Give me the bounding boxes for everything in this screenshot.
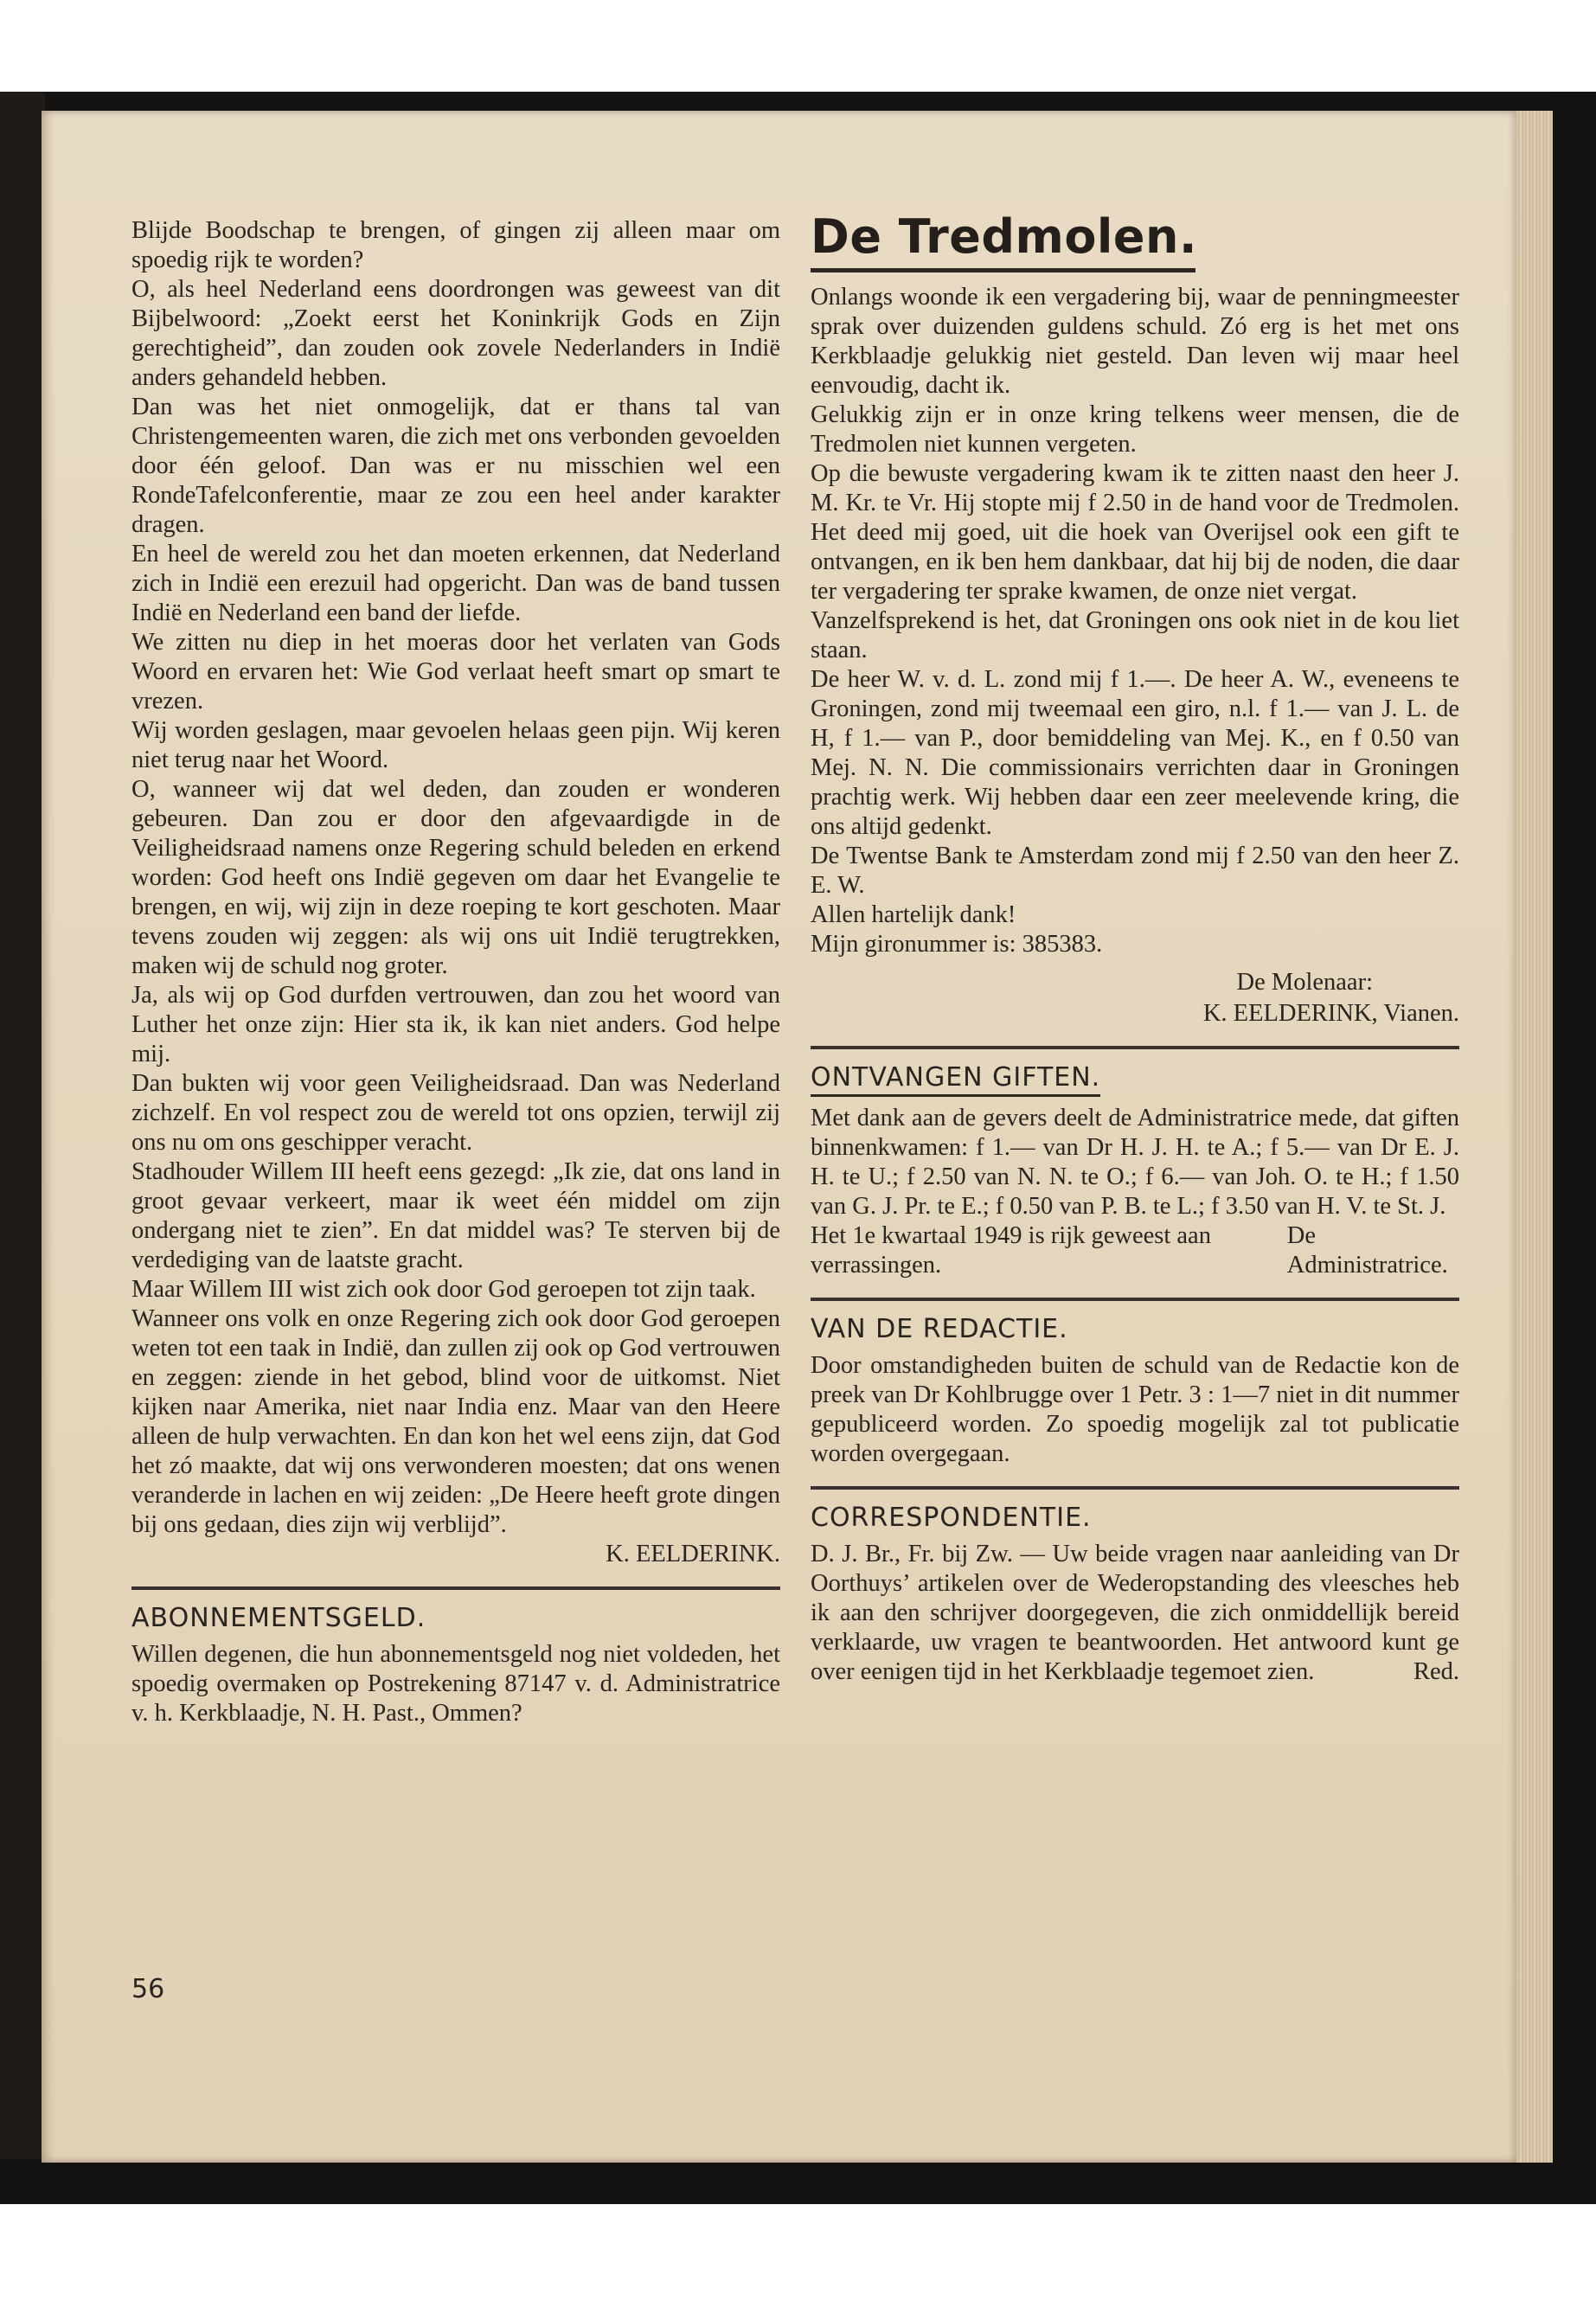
paragraph: O, als heel Nederland eens doordrongen was geweest van dit Bijbelwoord: „Zoekt eerst het Koninkrijk Gods en Zijn gerechtigheid”, dan zouden ook zovele Nederlanders in Indië anders gehandeld hebben. [131,276,780,391]
paragraph: Blijde Boodschap te brengen, of gingen zij alleen maar om spoedig rijk te worden? [131,217,780,273]
paragraph: Op die bewuste vergadering kwam ik te zitten naast den heer J. M. Kr. te Vr. Hij stopte mij f 2.50 in de hand voor de Tredmolen. Het deed mij goed, uit die hoek van Overijsel ook een gift te ontvangen, en ik ben hem dankbaar, dat hij bij de noden, die daar ter vergadering ter sprake kwamen, de onze niet vergat. [811,460,1459,605]
redactie-heading: VAN DE REDACTIE. [811,1314,1068,1344]
paragraph: Onlangs woonde ik een vergadering bij, waar de penningmeester sprak over duizenden guldens schuld. Zó erg is het met ons Kerkblaadje gelukkig niet gesteld. Dan leven wij maar heel eenvoudig, dacht ik. [811,284,1459,399]
tredmolen-title: De Tredmolen. [811,209,1198,264]
section-divider [811,1298,1459,1301]
scan-border-bottom [0,2159,1596,2204]
paragraph: Stadhouder Willem III heeft eens gezegd: „Ik zie, dat ons land in groot gevaar verkeert, maar ik weet één middel om zijn ondergang niet te zien”. En dat middel was? Te sterven bij de verdediging van de laatste gracht. [131,1158,780,1273]
giften-heading-text: ONTVANGEN GIFTEN. [811,1063,1100,1097]
paragraph: Gelukkig zijn er in onze kring telkens weer mensen, die de Tredmolen niet kunnen vergeten. [811,401,1459,458]
redactie-text: Door omstandigheden buiten de schuld van de Redactie kon de preek van Dr Kohlbrugge over 1 Petr. 3 : 1—7 niet in dit nummer gepubliceerd worden. Zo spoedig mogelijk zal tot publicatie worden overgegaan. [811,1352,1459,1467]
article-signature: K. EELDERINK. [606,1541,780,1567]
giften-signature: De Administratrice. [1286,1222,1448,1279]
paragraph: De Twentse Bank te Amsterdam zond mij f 2.50 van den heer Z. E. W. [811,843,1459,899]
abonnement-heading: ABONNEMENTSGELD. [131,1603,426,1633]
scan-border-left [0,92,45,2204]
page-edges [1516,111,1553,2163]
paragraph: Ja, als wij op God durfden vertrouwen, dan zou het woord van Luther het onze zijn: Hier sta ik, ik kan niet anders. God helpe mij. [131,982,780,1067]
giften-text: Met dank aan de gevers deelt de Administratrice mede, dat giften binnenkwamen: f 1.— van Dr H. J. H. te A.; f 5.— van Dr E. J. H. te U.; f 2.50 van N. N. te O.; f 6.— van Joh. O. te H.; f 1.50 van G. J. Pr. te E.; f 0.50 van P. B. te L.; f 3.50 van H. V. te St. J. [811,1105,1459,1220]
correspondentie-text: D. J. Br., Fr. bij Zw. — Uw beide vragen naar aanleiding van Dr Oorthuys’ artikelen over de Wederopstanding des vleesches heb ik aan den schrijver doorgegeven, die zich onmiddellijk bereid verklaarde, uw vragen te beantwoorden. Het antwoord kunt ge over eenigen tijd in het Kerkblaadje tegemoet zien. [811,1541,1459,1685]
section-divider [811,1046,1459,1049]
paragraph: De heer W. v. d. L. zond mij f 1.—. De heer A. W., eveneens te Groningen, zond mij tweemaal een giro, n.l. f 1.— van J. L. de H, f 1.— van P., door bemiddeling van Mej. K., en f 0.50 van Mej. N. N. Die commissionairs verrichten daar in Groningen prachtig werk. Wij hebben daar een zeer meelevende kring, die ons altijd gedenkt. [811,666,1459,840]
paragraph: Dan bukten wij voor geen Veiligheidsraad. Dan was Nederland zichzelf. En vol respect zou de wereld tot ons opzien, terwijl zij ons nu om ons geschipper veracht. [131,1070,780,1156]
page-number: 56 [131,1974,165,2004]
title-underline [811,268,1195,272]
molenaar-signature-label: De Molenaar: [1236,969,1373,996]
left-column [131,216,780,1728]
paragraph: O, wanneer wij dat wel deden, dan zouden er wonderen gebeuren. Dan zou er door den afgevaardigde in de Veiligheidsraad namens onze Regering schuld beleden en erkend worden: God heeft ons Indië gegeven om daar het Evangelie te brengen, en wij, wij zijn in deze roeping te kort geschoten. Maar tevens zouden wij zeggen: als wij ons uit Indië terugtrekken, maken wij de schuld nog groter. [131,776,780,979]
right-column [811,209,1459,1687]
abonnement-text: Willen degenen, die hun abonnementsgeld nog niet voldeden, het spoedig overmaken op Postrekening 87147 v. d. Administratrice v. h. Kerkblaadje, N. H. Past., Ommen? [131,1641,780,1727]
correspondentie-heading: CORRESPONDENTIE. [811,1503,1092,1533]
paragraph: Maar Willem III wist zich ook door God geroepen tot zijn taak. [131,1276,756,1303]
giften-heading [811,1063,1459,1097]
section-divider [131,1586,780,1590]
scan-border-right [1553,92,1596,2181]
paragraph: Mijn gironummer is: 385383. [811,931,1103,958]
section-divider [811,1486,1459,1490]
paragraph: Vanzelfsprekend is het, dat Groningen ons ook niet in de kou liet staan. [811,607,1459,663]
paragraph: Wij worden geslagen, maar gevoelen helaas geen pijn. Wij keren niet terug naar het Woord. [131,717,780,773]
paragraph: We zitten nu diep in het moeras door het verlaten van Gods Woord en ervaren het: Wie God verlaat heeft smart op smart te vrezen. [131,629,780,715]
paragraph: Dan was het niet onmogelijk, dat er thans tal van Christengemeenten waren, die zich met ons verbonden gevoelden door één geloof. Dan was er nu misschien wel een RondeTafelconferentie, maar ze zou een heel ander karakter dragen. [131,394,780,538]
paragraph: En heel de wereld zou het dan moeten erkennen, dat Nederland zich in Indië een erezuil had opgericht. Dan was de band tussen Indië en Nederland een band der liefde. [131,541,780,626]
correspondentie-signature: Red. [1413,1658,1459,1685]
paragraph: Allen hartelijk dank! [811,901,1016,928]
paragraph: Wanneer ons volk en onze Regering zich ook door God geroepen weten tot een taak in Indië, dan zullen zij ook op God vertrouwen en zeggen: ziende in het gebod, blind voor de uitkomst. Niet kijken naar Amerika, niet naar India enz. Maar van den Heere alleen de hulp verwachten. En dan kon het wel eens zijn, dat God het zó maakte, dat wij ons verwonderen moesten; dat ons wenen veranderde in lachen en wij zeiden: „De Heere heeft grote dingen bij ons gedaan, dies zijn wij verblijd”. [131,1305,780,1538]
giften-closing-text: Het 1e kwartaal 1949 is rijk geweest aan verrassingen. [811,1222,1211,1279]
molenaar-signature-name: K. EELDERINK, Vianen. [1202,1000,1459,1027]
giften-closing-line [811,1221,1459,1280]
